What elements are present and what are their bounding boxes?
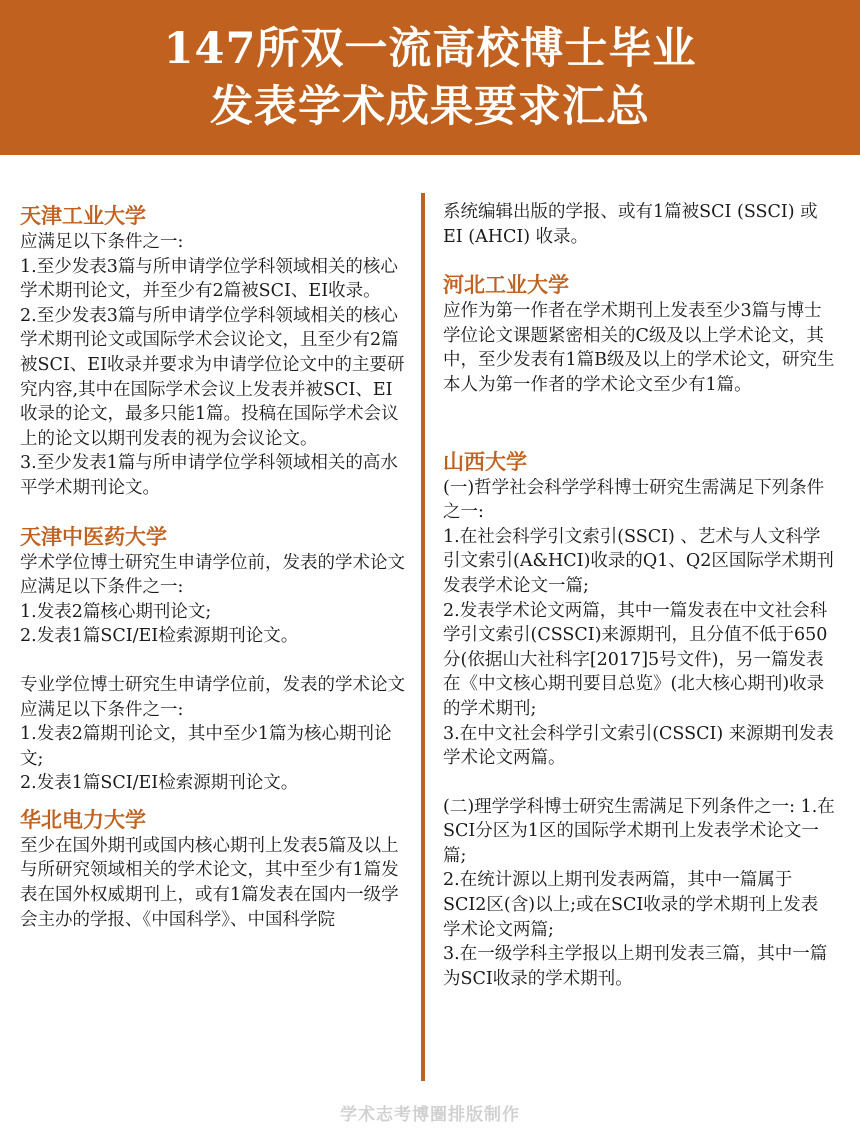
footer-credit: 学术志考博圈排版制作 [340, 1105, 520, 1125]
title-line-2: 发表学术成果要求汇总 [210, 81, 650, 132]
title-banner [0, 0, 860, 155]
university-section [20, 523, 410, 796]
university-section [20, 202, 410, 501]
requirement-text: 应满足以下条件之一: 1.至少发表3篇与所申请学位学科领域相关的核心学术期刊论文，并至少有2篇被SCI、EI收录。 2.至少发表3篇与所申请学位学科领域相关的核心学术期刊论文或国际学术会议论文，且至少有2篇被SCI、EI收录并要求为申请学位论文中的主要研究内容,其中在国际学术会议上发表并被SCI、EI收录的论文，最多只能1篇。投稿在国际学术会议上的论文以期刊发表的视为会议论文。 3.至少发表1篇与所申请学位学科领域相关的高水平学术期刊论文。 [20, 232, 405, 498]
university-section [443, 448, 835, 992]
university-name: 天津中医药大学 [20, 523, 167, 549]
requirement-text-professional: 专业学位博士研究生申请学位前，发表的学术论文应满足以下条件之一: 1.发表2篇期刊论文，其中至少1篇为核心期刊论文; 2.发表1篇SCI/EI检索源期刊论文。 [20, 674, 405, 794]
continued-text: 系统编辑出版的学报、或有1篇被SCI (SSCI) 或EI (AHCI) 收录。 [443, 202, 818, 247]
university-name: 华北电力大学 [20, 806, 146, 832]
title-line-1: 147所双一流高校博士毕业 [163, 23, 697, 74]
university-section [20, 806, 410, 932]
column-divider [421, 193, 425, 1081]
requirement-text: 应作为第一作者在学术期刊上发表至少3篇与博士学位论文课题紧密相关的C级及以上学术论文，其中，至少发表有1篇B级及以上的学术论文，研究生本人为第一作者的学术论文至少有1篇。 [443, 301, 835, 395]
requirement-text-science: (二)理学学科博士研究生需满足下列条件之一: 1.在SCI分区为1区的国际学术期刊上发表学术论文一篇; 2.在统计源以上期刊发表两篇，其中一篇属于SCI2区(含)以上;或在SCI收录的学术期刊上发表学术论文两篇; 3.在一级学科主学报以上期刊发表三篇，其中一篇为SCI收录的学术期刊。 [443, 796, 835, 989]
right-column [443, 200, 835, 991]
university-name: 天津工业大学 [20, 203, 146, 228]
university-name: 山西大学 [443, 448, 527, 474]
requirement-text: (一)哲学社会科学学科博士研究生需满足下列条件之一: 1.在社会科学引文索引(SSCI) 、艺术与人文科学引文索引(A&HCI)收录的Q1、Q2区国际学术期刊发表学术论文一篇; 2.发表学术论文两篇，其中一篇发表在中文社会科学引文索引(CSSCI)来源期刊，且分值不低于650分(依据山大社科字[2017]5号文件)，另一篇发表在《中文核心期刊要目总览》(北大核心期刊)收录的学术期刊; 3.在中文社会科学引文索引(CSSCI) 来源期刊发表学术论文两篇。 [443, 477, 834, 769]
left-column [20, 202, 410, 932]
university-name: 河北工业大学 [443, 272, 569, 298]
requirement-text: 至少在国外期刊或国内核心期刊上发表5篇及以上与所研究领域相关的学术论文，其中至少有1篇发表在国外权威期刊上，或有1篇发表在国内一级学会主办的学报、《中国科学》、中国科学院 [20, 835, 399, 930]
requirement-text: 学术学位博士研究生申请学位前，发表的学术论文应满足以下条件之一: 1.发表2篇核心期刊论文; 2.发表1篇SCI/EI检索源期刊论文。 [20, 552, 405, 647]
university-section [443, 271, 835, 397]
